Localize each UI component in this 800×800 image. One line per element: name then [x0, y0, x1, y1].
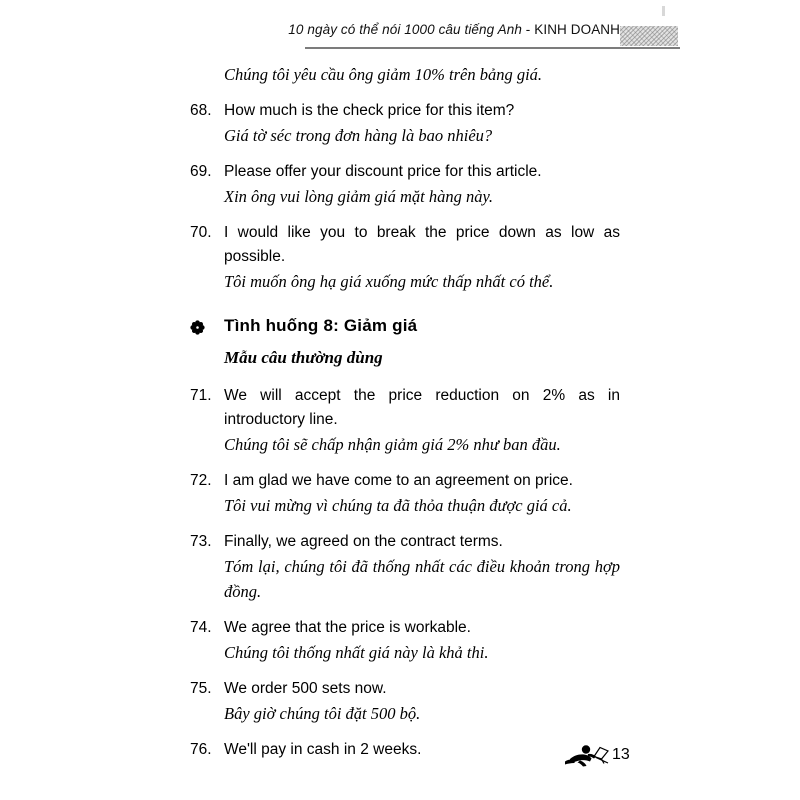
- vietnamese-line: Tôi vui mừng vì chúng ta đã thỏa thuận được giá cả.: [224, 496, 572, 515]
- list-item: [190, 221, 620, 294]
- scan-artifact: [662, 6, 665, 16]
- section-subtitle: Mẫu câu thường dùng: [224, 348, 383, 367]
- english-line: How much is the check price for this item?: [224, 102, 515, 119]
- english-line: We will accept the price reduction on 2% as in introductory line.: [224, 387, 620, 428]
- list-item: [190, 738, 620, 762]
- english-line: I am glad we have come to an agreement on price.: [224, 472, 573, 489]
- flower-bullet-icon: [190, 320, 205, 335]
- page-header: [150, 22, 680, 52]
- header-title: [288, 22, 620, 37]
- section-title: Tình huống 8: Giảm giá: [224, 316, 418, 335]
- list-item: [190, 99, 620, 148]
- vietnamese-line: Bây giờ chúng tôi đặt 500 bộ.: [224, 704, 421, 723]
- vietnamese-line: Giá tờ séc trong đơn hàng là bao nhiêu?: [224, 126, 493, 145]
- page-footer: [560, 740, 680, 780]
- vietnamese-line: Chúng tôi sẽ chấp nhận giảm giá 2% như ban đầu.: [224, 435, 561, 454]
- english-line: I would like you to break the price down as low as possible.: [224, 224, 620, 265]
- list-item: [190, 469, 620, 518]
- english-line: We'll pay in cash in 2 weeks.: [224, 741, 422, 758]
- item-number: 76.: [190, 741, 212, 758]
- vietnamese-line: Chúng tôi thống nhất giá này là khả thi.: [224, 643, 489, 662]
- list-item: [190, 677, 620, 726]
- item-number: 75.: [190, 680, 212, 697]
- list-item: [190, 384, 620, 457]
- item-number: 71.: [190, 387, 212, 404]
- english-line: Please offer your discount price for this article.: [224, 163, 542, 180]
- english-line: We agree that the price is workable.: [224, 619, 471, 636]
- section-heading: [190, 314, 620, 370]
- header-title-plain: - KINH DOANH: [521, 22, 620, 37]
- list-item: [190, 616, 620, 665]
- running-figure-icon: [560, 740, 616, 772]
- list-item: [190, 160, 620, 209]
- list-item: [190, 62, 620, 87]
- vietnamese-line: Xin ông vui lòng giảm giá mặt hàng này.: [224, 187, 494, 206]
- item-number: 74.: [190, 619, 212, 636]
- header-title-italic: 10 ngày có thể nói 1000 câu tiếng Anh: [288, 22, 522, 37]
- english-line: We order 500 sets now.: [224, 680, 387, 697]
- english-line: Finally, we agreed on the contract terms.: [224, 533, 503, 550]
- list-item: [190, 530, 620, 604]
- item-number: 68.: [190, 102, 212, 119]
- header-hatch-decoration: [620, 26, 678, 46]
- vietnamese-line: Tóm lại, chúng tôi đã thống nhất các điều khoản trong hợp đồng.: [224, 557, 620, 601]
- vietnamese-line: Chúng tôi yêu cầu ông giảm 10% trên bảng giá.: [224, 65, 543, 84]
- item-number: 72.: [190, 472, 212, 489]
- page-number: 13: [612, 746, 630, 763]
- vietnamese-line: Tôi muốn ông hạ giá xuống mức thấp nhất có thể.: [224, 272, 554, 291]
- header-rule: [305, 47, 680, 49]
- item-number: 70.: [190, 224, 212, 241]
- item-number: 73.: [190, 533, 212, 550]
- page-content: [190, 62, 620, 764]
- item-number: 69.: [190, 163, 212, 180]
